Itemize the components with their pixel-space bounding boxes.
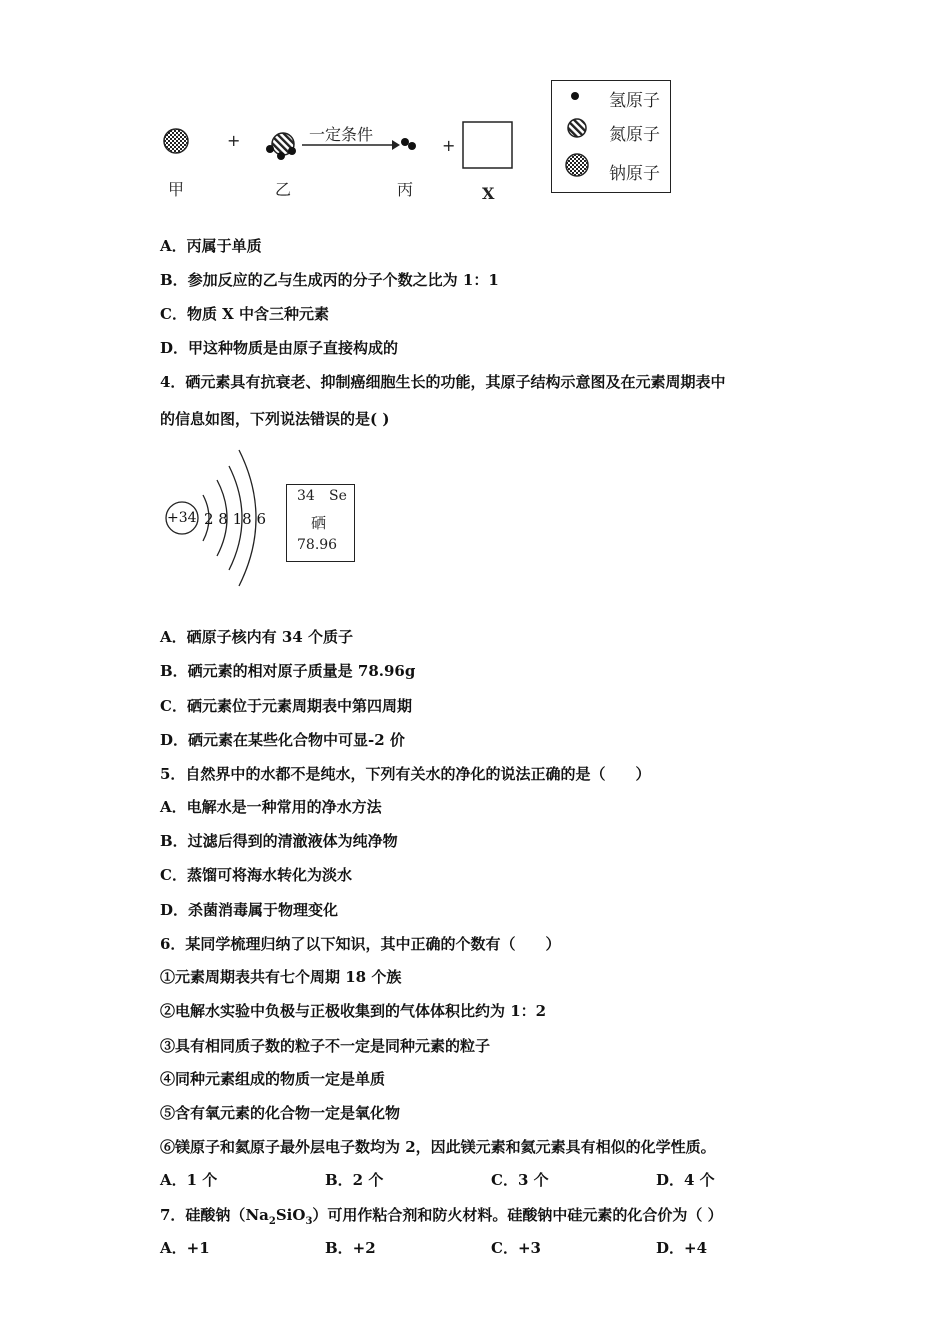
q3-option-a: A．丙属于单质 [160,237,262,255]
q3-option-c: C．物质 X 中含三种元素 [160,305,330,323]
q6-statement-6: ⑥镁原子和氦原子最外层电子数均为 2，因此镁元素和氦元素具有相似的化学性质。 [160,1138,716,1156]
q7-stem-mid: SiO [275,1206,306,1224]
q7-option-b: B．+2 [325,1239,376,1257]
q5-stem: 5．自然界中的水都不是纯水，下列有关水的净化的说法正确的是（ ） [160,765,651,783]
q6-option-a: A．1 个 [160,1171,218,1189]
q7-sub-2: 3 [305,1216,313,1227]
q6-statement-3: ③具有相同质子数的粒子不一定是同种元素的粒子 [160,1037,491,1055]
q4-option-b: B．硒元素的相对原子质量是 78.96g [160,662,416,680]
atomic-number: 34 [297,488,315,504]
q3-option-d: D．甲这种物质是由原子直接构成的 [160,339,399,357]
q7-option-d: D．+4 [656,1239,708,1257]
periodic-table-cell [286,484,355,562]
plus-sign-1: + [227,131,241,150]
legend-sodium-label: 钠原子 [609,164,660,184]
q4-option-d: D．硒元素在某些化合物中可显-2 价 [160,731,405,749]
legend-nitrogen-label: 氮原子 [609,125,660,145]
nucleus-charge: +34 [167,510,197,526]
q7-stem-pre: 7．硅酸钠（Na [160,1206,269,1224]
q6-stem: 6．某同学梳理归纳了以下知识，其中正确的个数有（ ） [160,935,561,953]
q5-option-d: D．杀菌消毒属于物理变化 [160,901,339,919]
legend-hydrogen-label: 氢原子 [609,91,660,111]
q6-statement-1: ①元素周期表共有七个周期 18 个族 [160,968,402,986]
q5-option-b: B．过滤后得到的清澈液体为纯净物 [160,832,398,850]
condition-label: 一定条件 [309,125,374,144]
q3-option-b: B．参加反应的乙与生成丙的分子个数之比为 1：1 [160,271,499,289]
label-yi: 乙 [275,180,292,199]
element-name: 硒 [311,514,327,532]
unknown-x-box [463,122,512,168]
q7-option-c: C．+3 [491,1239,541,1257]
ammonia-molecule-yi [266,133,296,160]
q6-statement-4: ④同种元素组成的物质一定是单质 [160,1070,386,1088]
q4-option-c: C．硒元素位于元素周期表中第四周期 [160,697,412,715]
q7-stem-post: ）可用作粘合剂和防火材料。硅酸钠中硅元素的化合价为（ ） [312,1206,723,1224]
q6-option-d: D．4 个 [656,1171,715,1189]
q7-stem [160,1205,723,1232]
q4-option-a: A．硒原子核内有 34 个质子 [160,628,353,646]
label-x: X [482,184,495,203]
sodium-atom-jia [164,129,188,153]
electron-shells: 2 8 18 6 [204,510,267,528]
q6-option-b: B．2 个 [325,1171,384,1189]
hydrogen-molecule-bing [401,138,416,150]
element-symbol: Se [329,488,347,504]
q6-statement-2: ②电解水实验中负极与正极收集到的气体体积比约为 1：2 [160,1002,547,1020]
q5-option-c: C．蒸馏可将海水转化为淡水 [160,866,352,884]
q4-stem-line1: 4．硒元素具有抗衰老、抑制癌细胞生长的功能，其原子结构示意图及在元素周期表中 [160,373,726,391]
label-bing: 丙 [397,180,414,199]
plus-sign-2: + [442,136,456,155]
label-jia: 甲 [168,180,185,199]
q6-statement-5: ⑤含有氧元素的化合物一定是氧化物 [160,1104,401,1122]
q7-option-a: A．+1 [160,1239,210,1257]
q6-option-c: C．3 个 [491,1171,549,1189]
reaction-diagram [0,0,950,215]
q7-sub-1: 2 [268,1216,276,1227]
q4-stem-line2: 的信息如图，下列说法错误的是( ) [160,410,390,428]
q5-option-a: A．电解水是一种常用的净水方法 [160,798,382,816]
atomic-mass: 78.96 [297,537,338,553]
